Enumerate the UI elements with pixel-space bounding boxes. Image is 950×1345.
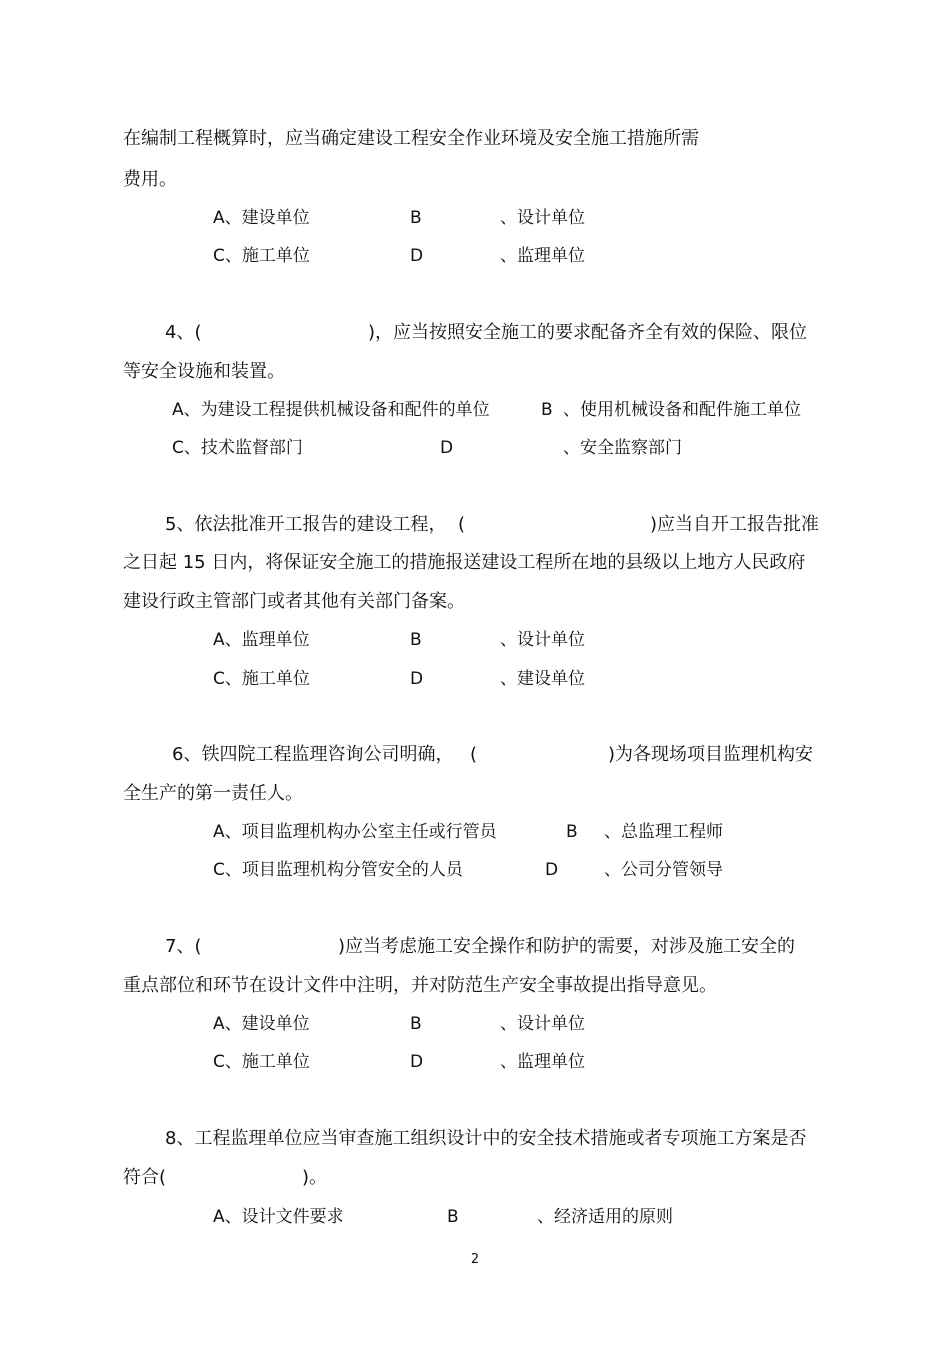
q6-option-c: C、项目监理机构分管安全的人员 <box>213 860 463 880</box>
q4-option-c: C、技术监督部门 <box>172 438 303 458</box>
q6-option-d-letter: D <box>545 860 559 880</box>
q5-text-line1: 5、依法批准开工报告的建设工程， <box>165 514 447 535</box>
q4-option-b: 、使用机械设备和配件施工单位 <box>563 400 801 420</box>
q8-option-b-letter: B <box>447 1207 459 1227</box>
q6-option-d: 、公司分管领导 <box>604 860 723 880</box>
q6-text-line2: 全生产的第一责任人。 <box>123 783 303 804</box>
q5-text-line1-end: )应当自开工报告批准 <box>650 514 820 535</box>
q4-number: 4、( <box>165 322 202 343</box>
q3-option-c: C、施工单位 <box>213 246 310 266</box>
q5-open-paren: ( <box>458 514 466 535</box>
q3-option-d-letter: D <box>410 246 424 266</box>
q4-option-b-letter: B <box>541 400 553 420</box>
q8-text-line2-end: )。 <box>302 1167 328 1188</box>
q5-option-c: C、施工单位 <box>213 669 310 689</box>
q5-option-a: A、监理单位 <box>213 630 310 650</box>
q7-option-c: C、施工单位 <box>213 1052 310 1072</box>
page-number: 2 <box>470 1252 480 1267</box>
q6-option-b: 、总监理工程师 <box>604 822 723 842</box>
q3-text-line1: 在编制工程概算时，应当确定建设工程安全作业环境及安全施工措施所需 <box>123 128 699 149</box>
q4-option-a: A、为建设工程提供机械设备和配件的单位 <box>172 400 490 420</box>
q6-text-line1: 6、铁四院工程监理咨询公司明确， <box>172 744 454 765</box>
q6-open-paren: ( <box>470 744 478 765</box>
q4-option-d: 、安全监察部门 <box>563 438 682 458</box>
q7-option-b-letter: B <box>410 1014 422 1034</box>
q7-number: 7、( <box>165 936 202 957</box>
q3-option-d: 、监理单位 <box>500 246 585 266</box>
q5-option-b: 、设计单位 <box>500 630 585 650</box>
q8-option-b: 、经济适用的原则 <box>537 1207 673 1227</box>
q5-option-d-letter: D <box>410 669 424 689</box>
q5-text-line2: 之日起 15 日内，将保证安全施工的措施报送建设工程所在地的县级以上地方人民政府 <box>123 552 806 573</box>
q7-option-b: 、设计单位 <box>500 1014 585 1034</box>
q6-option-b-letter: B <box>566 822 578 842</box>
q4-text-line1: )，应当按照安全施工的要求配备齐全有效的保险、限位 <box>368 322 808 343</box>
q7-text-line1: )应当考虑施工安全操作和防护的需要，对涉及施工安全的 <box>338 936 796 957</box>
q3-option-b: 、设计单位 <box>500 208 585 228</box>
q7-option-d-letter: D <box>410 1052 424 1072</box>
q5-option-d: 、建设单位 <box>500 669 585 689</box>
q8-text-line2-start: 符合( <box>123 1167 167 1188</box>
q7-text-line2: 重点部位和环节在设计文件中注明，并对防范生产安全事故提出指导意见。 <box>123 975 717 996</box>
q8-option-a: A、设计文件要求 <box>213 1207 344 1227</box>
q8-text-line1: 8、工程监理单位应当审查施工组织设计中的安全技术措施或者专项施工方案是否 <box>165 1128 807 1149</box>
q3-option-b-letter: B <box>410 208 422 228</box>
q4-text-line2: 等安全设施和装置。 <box>123 361 285 382</box>
q6-text-line1-end: )为各现场项目监理机构安 <box>608 744 814 765</box>
q7-option-d: 、监理单位 <box>500 1052 585 1072</box>
q7-option-a: A、建设单位 <box>213 1014 310 1034</box>
q5-option-b-letter: B <box>410 630 422 650</box>
q6-option-a: A、项目监理机构办公室主任或行管员 <box>213 822 497 842</box>
q4-option-d-letter: D <box>440 438 454 458</box>
q3-text-line2: 费用。 <box>123 169 177 190</box>
q5-text-line3: 建设行政主管部门或者其他有关部门备案。 <box>123 591 465 612</box>
q3-option-a: A、建设单位 <box>213 208 310 228</box>
